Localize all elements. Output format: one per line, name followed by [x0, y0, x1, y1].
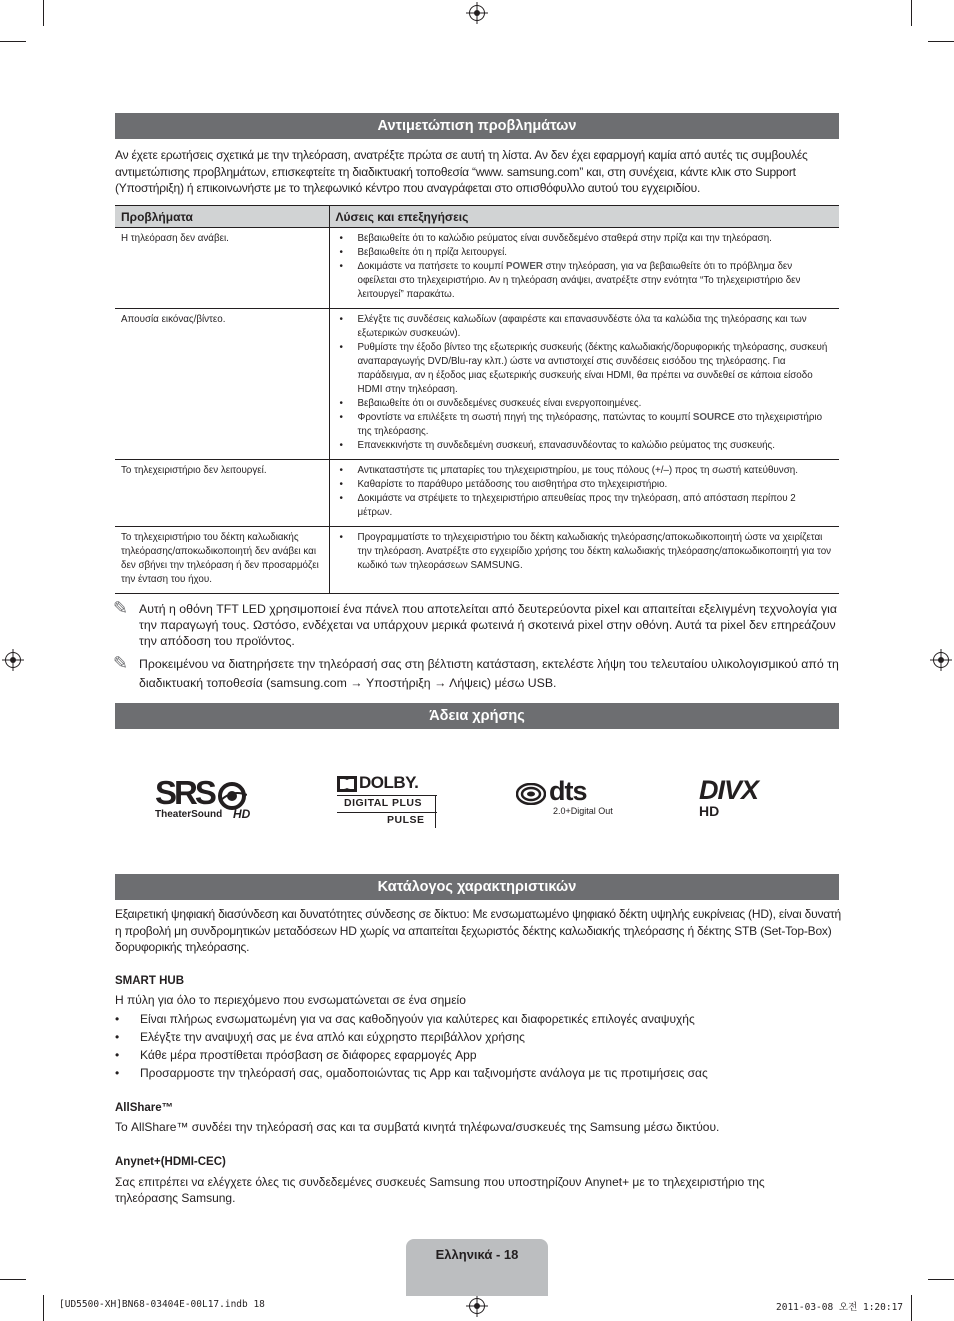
problem-cell: Το τηλεχειριστήριο δεν λειτουργεί. [115, 460, 329, 527]
dolby-rule [337, 795, 437, 796]
divx-hd-logo [699, 775, 799, 822]
dolby-rule [337, 812, 437, 813]
pencil-note-icon: ✎ [113, 653, 129, 673]
allshare-desc: Το AllShare™ συνδέει την τηλεόρασή σας και τα συμβατά κινητά τηλέφωνα/συσκευές της Samsung μέσω δικτύου. [115, 1120, 720, 1134]
note-text: Αυτή η οθόνη TFT LED χρησιμοποιεί ένα πάνελ που αποτελείται από δευτερεύοντα pixel και απαιτείται εξελιγμένη τεχνολογία για την παραγωγή τους. Ωστόσο, ενδέχεται να υπάρχουν μερικά φωτεινά ή σκοτεινά pixel στην οθόνη. Αυτά τα pixel δεν επηρεάζουν την απόδοση του προϊόντος. [139, 602, 838, 648]
solution-item: • Ελέγξτε τις συνδέσεις καλωδίων (αφαιρέστε και επανασυνδέστε όλα τα καλώδια της τηλεόρασης και των εξωτερικών συσκευών). [336, 313, 834, 341]
dolby-digital-plus-text: DIGITAL PLUS [344, 797, 422, 809]
registration-mark-icon [469, 5, 485, 21]
list-item-text: Είναι πλήρως ενσωματωμένη για να σας καθοδηγούν για καλύτερες και διαφορετικές επιλογές αναψυχής [140, 1012, 695, 1026]
solution-item: • Βεβαιωθείτε ότι οι συνδεδεμένες συσκευές είναι ενεργοποιημένες. [336, 397, 834, 411]
dolby-double-d-icon [337, 776, 357, 792]
dolby-logo-text: DOLBY. [359, 773, 419, 792]
solution-cell [329, 228, 839, 309]
solution-item: • Δοκιμάστε να πατήσετε το κουμπί POWER στην τηλεόραση, για να βεβαιωθείτε ότι το πρόβλημα δεν οφείλεται στο τηλεχειριστήριο. Αν η τηλεόραση ανάψει, ανατρέξτε στην ενότητα “Το τηλεχειριστήριο δεν λειτουργεί” παρακάτω. [336, 260, 834, 302]
troubleshooting-table [115, 205, 839, 594]
srs-hd-text: HD [233, 807, 251, 821]
allshare-title: AllShare™ [115, 1102, 174, 1114]
button-name-emphasis: SOURCE [692, 412, 735, 423]
table-row [115, 309, 839, 460]
bullet-icon: • [115, 1048, 120, 1062]
crop-mark [928, 41, 954, 42]
anynet-title: Anynet+(HDMI-CEC) [115, 1156, 226, 1168]
solution-item: • Βεβαιωθείτε ότι το καλώδιο ρεύματος είναι συνδεδεμένο σταθερά στην πρίζα και την τηλεόραση. [336, 232, 834, 246]
registration-mark-icon [933, 652, 949, 668]
dolby-pulse-text: PULSE [387, 814, 425, 826]
crop-mark [0, 41, 26, 42]
dts-digital-out-text: 2.0+Digital Out [553, 806, 613, 816]
solution-item: • Επανεκκινήστε τη συνδεδεμένη συσκευή, επανασυνδέοντας το καλώδιο ρεύματος της συσκευής. [336, 439, 834, 453]
dts-waves-icon [516, 783, 546, 805]
registration-mark-icon [469, 1298, 485, 1314]
solution-item: • Δοκιμάστε να στρέψετε το τηλεχειριστήριο απευθείας προς την τηλεόραση, από απόσταση περίπου 2 μέτρων. [336, 492, 834, 520]
note-tft-pixels [113, 598, 839, 649]
solution-item: • Αντικαταστήστε τις μπαταρίες του τηλεχειριστηρίου, με τους πόλους (+/–) προς τη σωστή κατεύθυνση. [336, 464, 834, 478]
note-text: Προκειμένου να διατηρήσετε την τηλεόρασή σας στη βέλτιστη κατάσταση, εκτελέστε λήψη του τελευταίου υλικολογισμικού από τη διαδικτυακή τοποθεσία (samsung.com → Υποστήριξη → Λήψεις) μέσω USB. [139, 657, 839, 690]
troubleshooting-intro: Αν έχετε ερωτήσεις σχετικά με την τηλεόραση, ανατρέξτε πρώτα σε αυτή τη λίστα. Αν δεν έχει εφαρμογή καμία από αυτές τις συμβουλές αντιμετώπισης προβλημάτων, επισκεφτείτε τη διαδικτυακή τοποθεσία “www. samsung.com” και, στη συνέχεια, κάντε κλικ στο Support (Υποστήριξη) ή επικοινωνήστε με το τηλεφωνικό κέντρο που αναγράφεται στο οπισθόφυλλο αυτού του εγχειριδίου. [115, 148, 808, 195]
button-name-emphasis: POWER [505, 261, 543, 272]
list-item-text: Κάθε μέρα προστίθεται πρόσβαση σε διάφορες εφαρμογές App [140, 1048, 477, 1062]
srs-theatersound-hd-logo [155, 774, 260, 824]
table-header-row [115, 206, 839, 228]
column-header-solutions: Λύσεις και επεξηγήσεις [329, 206, 839, 228]
footer-date: 2011-03-08 오전 1:20:17 [776, 1302, 904, 1313]
srs-logo-text: SRS [155, 774, 214, 811]
table-row [115, 228, 839, 309]
divx-logo-text: DIVX [699, 775, 759, 805]
bullet-icon: • [115, 1012, 120, 1026]
crop-mark [43, 0, 44, 26]
list-item-text: Ελέγξτε την αναψυχή σας με ένα απλό και εύχρηστο περιβάλλον χρήσης [140, 1030, 525, 1044]
column-header-problems: Προβλήματα [115, 206, 329, 228]
features-intro: Εξαιρετική ψηφιακή διασύνδεση και δυνατότητες σύνδεσης σε δίκτυο: Με ενσωματωμένο ψηφιακό δέκτη υψηλής ευκρίνειας (HD), είναι δυνατή η προβολή μη συνδρομητικών μεταδόσεων HD χωρίς να απαιτείται ξεχωριστός δέκτης καλωδιακής τηλεόρασης ή δέκτης STB (Set-Top-Box) δορυφορικής τηλεόρασης. [115, 907, 841, 954]
troubleshooting-header: Αντιμετώπιση προβλημάτων [115, 113, 839, 139]
crop-mark [911, 1295, 912, 1321]
crop-mark [0, 1279, 26, 1280]
license-header: Άδεια χρήσης [115, 703, 839, 729]
pencil-note-icon: ✎ [113, 598, 129, 618]
solution-item: • Προγραμματίστε το τηλεχειριστήριο του δέκτη καλωδιακής τηλεόρασης/αποκωδικοποιητή ώστε να χειρίζεται την τηλεόραση. Ανατρέξτε στο εγχειρίδιο χρήσης του δέκτη καλωδιακής τηλεόρασης/αποκωδικοποιητή για τον κωδικό των τηλεοράσεων SAMSUNG. [336, 531, 834, 573]
table-row [115, 527, 839, 594]
crop-mark [43, 1295, 44, 1321]
table-row [115, 460, 839, 527]
solution-item: • Καθαρίστε το παράθυρο μετάδοσης του αισθητήρα στο τηλεχειριστήριο. [336, 478, 834, 492]
solution-cell [329, 460, 839, 527]
list-item-text: Προσαρμοστε την τηλεόρασή σας, ομαδοποιώντας τις App και ταξινομήστε ανάλογα με τις προτιμήσεις σας [140, 1066, 708, 1080]
registration-mark-icon [5, 652, 21, 668]
solution-cell [329, 309, 839, 460]
dolby-digital-plus-pulse-logo [337, 775, 437, 828]
dts-digital-out-logo [516, 776, 626, 820]
page-number: Ελληνικά - 18 [435, 1247, 519, 1262]
crop-mark [911, 0, 912, 26]
srs-theatersound-text: TheaterSound [155, 809, 223, 820]
crop-mark [928, 1279, 954, 1280]
smart-hub-title: SMART HUB [115, 975, 184, 987]
smart-hub-desc: Η πύλη για όλο το περιεχόμενο που ενσωματώνεται σε ένα σημείο [115, 993, 466, 1007]
divx-hd-text: HD [699, 803, 720, 819]
problem-cell: Το τηλεχειριστήριο του δέκτη καλωδιακής τηλεόρασης/αποκωδικοποιητή δεν ανάβει και δεν σβήνει την τηλεόραση ή δεν προσαρμόζει την ένταση του ήχου. [115, 527, 329, 594]
note-firmware [113, 653, 839, 693]
dts-logo-text: dts [549, 776, 587, 806]
solution-item: • Βεβαιωθείτε ότι η πρίζα λειτουργεί. [336, 246, 834, 260]
footer-file-info: [UD5500-XH]BN68-03404E-00L17.indb 18 [59, 1299, 265, 1310]
anynet-desc: Σας επιτρέπει να ελέγχετε όλες τις συνδεδεμένες συσκευές Samsung που υποστηρίζουν Anynet+ με το τηλεχειριστήριο της τηλεόρασης Samsung. [115, 1175, 765, 1205]
features-header: Κατάλογος χαρακτηριστικών [115, 874, 839, 900]
solution-item: • Ρυθμίστε την έξοδο βίντεο της εξωτερικής συσκευής (δέκτης καλωδιακής/δορυφορικής τηλεόρασης, συσκευή αναπαραγωγής DVD/Blu-ray κλπ.) ώστε να αντιστοιχεί στις συνδέσεις εισόδου της τηλεόρασης. Για παράδειγμα, αν η έξοδος μιας εξωτερικής συσκευής είναι HDMI, θα πρέπει να συνδεθεί σε κάποια είσοδο HDMI στην τηλεόραση. [336, 341, 834, 397]
dolby-rule [435, 795, 436, 828]
problem-cell: Απουσία εικόνας/βίντεο. [115, 309, 329, 460]
solution-cell [329, 527, 839, 594]
problem-cell: Η τηλεόραση δεν ανάβει. [115, 228, 329, 309]
bullet-icon: • [115, 1030, 120, 1044]
solution-item: • Φροντίστε να επιλέξετε τη σωστή πηγή της τηλεόρασης, πατώντας το κουμπί SOURCE στο τηλεχειριστήριο της τηλεόρασης. [336, 411, 834, 439]
bullet-icon: • [115, 1066, 120, 1080]
